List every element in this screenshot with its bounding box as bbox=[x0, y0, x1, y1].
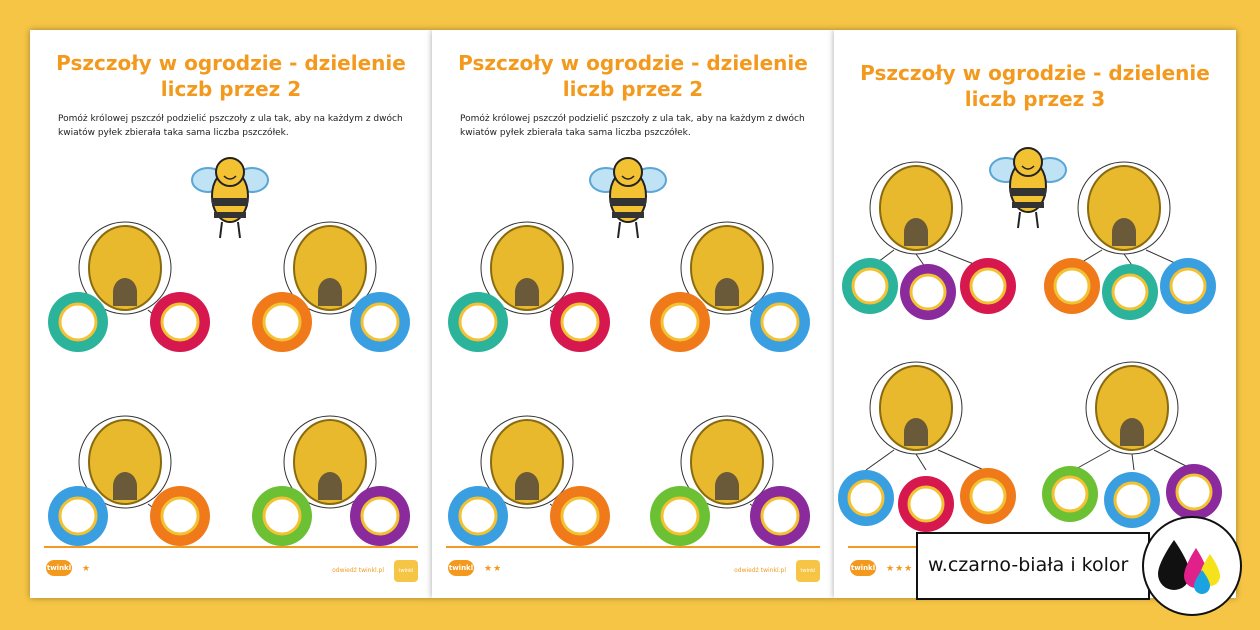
ink-drops-svg bbox=[1144, 518, 1240, 614]
hive-group-3 bbox=[448, 416, 610, 546]
twinkl-logo: twinkl bbox=[850, 560, 876, 576]
title-line-2: liczb przez 2 bbox=[160, 77, 302, 101]
title-line-1: Pszczoły w ogrodzie - dzielenie bbox=[458, 51, 808, 75]
page-title bbox=[442, 50, 824, 102]
flower-icon bbox=[150, 486, 210, 546]
title-line-1: Pszczoły w ogrodzie - dzielenie bbox=[860, 61, 1210, 85]
hive-group-1 bbox=[842, 162, 1016, 320]
flower-icon bbox=[252, 292, 312, 352]
hive-group-2 bbox=[650, 222, 810, 352]
worksheet-page-3 bbox=[834, 30, 1236, 598]
twinkl-badge: twinkl bbox=[796, 560, 820, 582]
flower-icon bbox=[550, 292, 610, 352]
twinkl-logo: twinkl bbox=[448, 560, 474, 576]
title-line-2: liczb przez 3 bbox=[964, 87, 1106, 111]
flower-icon bbox=[1044, 258, 1100, 314]
flower-icon bbox=[448, 486, 508, 546]
hive-group-3 bbox=[838, 362, 1016, 532]
hive-group-1 bbox=[48, 222, 210, 352]
flower-icon bbox=[960, 468, 1016, 524]
flower-icon bbox=[550, 486, 610, 546]
hive-group-3 bbox=[48, 416, 210, 546]
difficulty-stars: ★★ bbox=[484, 564, 503, 574]
flower-icon bbox=[900, 264, 956, 320]
flower-icon bbox=[1160, 258, 1216, 314]
title-line-1: Pszczoły w ogrodzie - dzielenie bbox=[56, 51, 406, 75]
flower-icon bbox=[898, 476, 954, 532]
hive-group-4 bbox=[650, 416, 810, 546]
version-label bbox=[916, 532, 1150, 600]
bee-icon bbox=[192, 158, 268, 238]
page-title bbox=[844, 60, 1226, 112]
flower-icon bbox=[350, 486, 410, 546]
hive-group-2 bbox=[1044, 162, 1216, 320]
flower-icon bbox=[448, 292, 508, 352]
instructions: Pomóż królowej pszczół podzielić pszczoły z ula tak, aby na każdym z dwóch kwiatów pyłek zbierała taka sama liczba pszczółek. bbox=[460, 114, 805, 138]
difficulty-stars: ★★★ bbox=[886, 564, 914, 574]
ink-drops-icon bbox=[1142, 516, 1242, 616]
flower-icon bbox=[960, 258, 1016, 314]
flower-icon bbox=[842, 258, 898, 314]
twinkl-logo: twinkl bbox=[46, 560, 72, 576]
bee-icon bbox=[590, 158, 666, 238]
hive-group-2 bbox=[252, 222, 410, 352]
flower-icon bbox=[1042, 466, 1098, 522]
flower-icon bbox=[750, 486, 810, 546]
site-link: odwiedź twinkl.pl bbox=[332, 567, 384, 574]
hive-group-4 bbox=[252, 416, 410, 546]
title-line-2: liczb przez 2 bbox=[562, 77, 704, 101]
flower-icon bbox=[1102, 264, 1158, 320]
twinkl-badge: twinkl bbox=[394, 560, 418, 582]
flower-icon bbox=[750, 292, 810, 352]
flower-icon bbox=[48, 292, 108, 352]
hive-group-1 bbox=[448, 222, 610, 352]
flower-icon bbox=[48, 486, 108, 546]
flower-icon bbox=[838, 470, 894, 526]
difficulty-stars: ★ bbox=[82, 564, 92, 574]
footer-divider bbox=[44, 546, 418, 548]
hive-group-4 bbox=[1042, 362, 1222, 528]
page-title bbox=[40, 50, 422, 102]
flower-icon bbox=[150, 292, 210, 352]
instructions: Pomóż królowej pszczół podzielić pszczoły z ula tak, aby na każdym z dwóch kwiatów pyłek zbierała taka sama liczba pszczółek. bbox=[58, 114, 403, 138]
flower-icon bbox=[252, 486, 312, 546]
bee-icon bbox=[990, 148, 1066, 228]
flower-icon bbox=[350, 292, 410, 352]
footer-divider bbox=[446, 546, 820, 548]
flower-icon bbox=[1166, 464, 1222, 520]
site-link: odwiedź twinkl.pl bbox=[734, 567, 786, 574]
flower-icon bbox=[650, 292, 710, 352]
version-label-text: w.czarno-biała i kolor bbox=[928, 554, 1129, 576]
worksheet-art-3 bbox=[834, 30, 1236, 598]
worksheet-page-2 bbox=[432, 30, 834, 598]
worksheet-page-1 bbox=[30, 30, 432, 598]
flower-icon bbox=[650, 486, 710, 546]
